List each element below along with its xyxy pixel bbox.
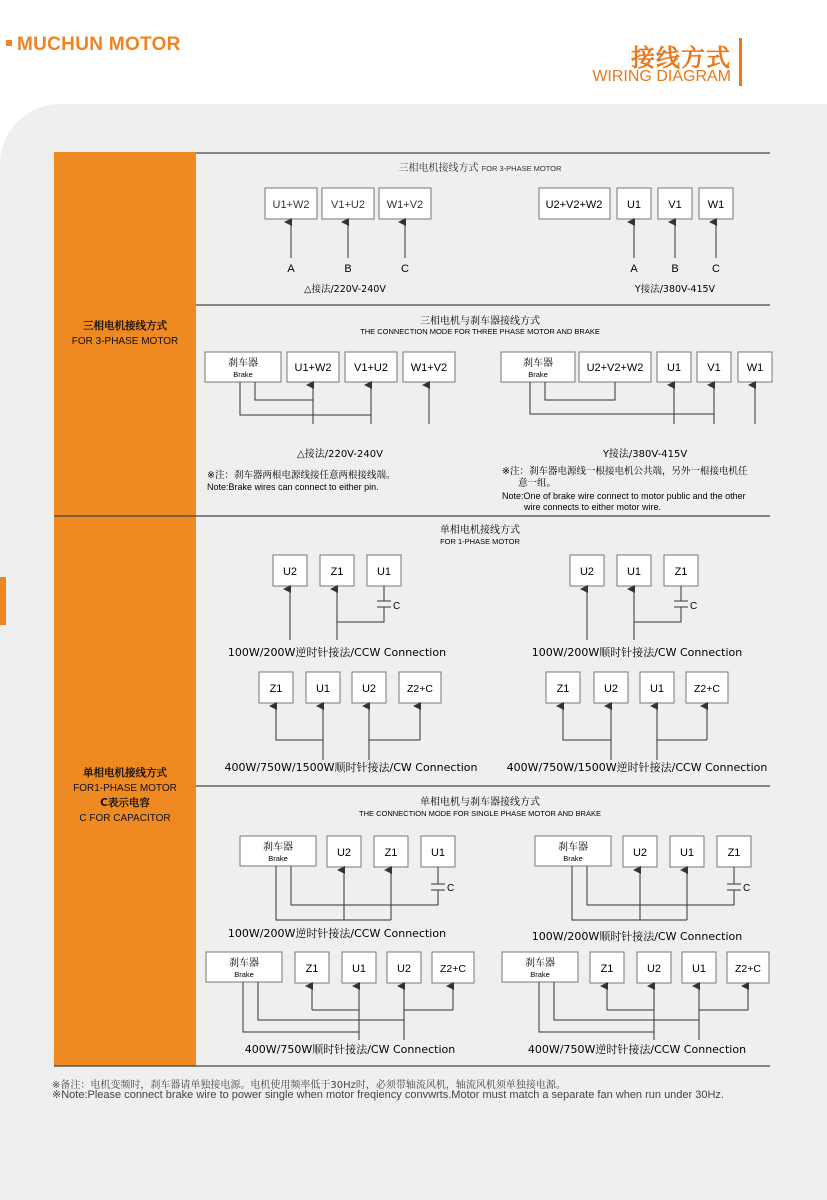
terminal-label: Z1 — [600, 963, 614, 975]
star-brake-connection — [501, 352, 772, 512]
phase-label: B — [344, 263, 352, 275]
connection-label: Y接法/380V-415V — [602, 449, 688, 460]
brake-label-en: Brake — [563, 854, 583, 863]
connection-label: 400W/750W顺时针接法/CW Connection — [244, 1043, 456, 1056]
note-en: wire connects to either motor wire. — [524, 502, 662, 512]
category-label-cn: 单相电机接线方式 — [83, 767, 167, 779]
note-cn: 意一组。 — [518, 478, 557, 489]
cw-large-brake-connection — [206, 952, 474, 1056]
footer-note-cn: ※备注：电机变频时，刹车器请单独接电源。电机使用频率低于30Hz时，必须带轴流风机，轴流风机须单独接电源。 — [52, 1080, 566, 1091]
terminal-label: U1 — [351, 963, 367, 975]
phase-label: A — [630, 263, 638, 275]
note-cn: ※注：刹车器两根电源线接任意两根接线端。 — [207, 470, 396, 481]
brake-label-cn: 刹车器 — [263, 842, 293, 853]
terminal-label: U2 — [336, 847, 352, 859]
connection-label: 100W/200W顺时针接法/CW Connection — [531, 646, 743, 659]
note-cn: ※注：刹车器电源线一根接电机公共端，另外一根接电机任 — [502, 466, 748, 477]
delta-connection — [265, 188, 431, 295]
terminal-label: Z2+C — [407, 683, 433, 695]
terminal-label: U1 — [649, 683, 665, 695]
cw-small-brake-connection — [532, 836, 751, 943]
terminal-label: Z2+C — [735, 963, 761, 975]
category-label-cn: 三相电机接线方式 — [83, 320, 167, 332]
section-title-cn: 三相电机与刹车器接线方式 — [420, 316, 540, 327]
terminal-label: U1 — [315, 683, 331, 695]
terminal-label: W1+V2 — [386, 199, 424, 211]
section-3phase-brake — [205, 314, 772, 512]
category-label-en: FOR 3-PHASE MOTOR — [71, 336, 179, 347]
terminal-label: U2 — [579, 566, 595, 578]
ccw-small-brake-connection — [228, 836, 455, 940]
phase-label: C — [712, 263, 720, 275]
terminal-label: U2 — [396, 963, 412, 975]
terminal-label: Z1 — [269, 683, 283, 695]
category-note-en: C FOR CAPACITOR — [79, 813, 171, 824]
category-note-cn: C表示电容 — [100, 797, 150, 809]
section-3phase — [265, 161, 733, 295]
section-title-en: THE CONNECTION MODE FOR THREE PHASE MOTOR AND BRAKE — [360, 327, 600, 336]
terminal-label: U1 — [376, 566, 392, 578]
section-1phase — [224, 523, 767, 774]
terminal-label: U2 — [632, 847, 648, 859]
brake-label-cn: 刹车器 — [523, 358, 553, 369]
connection-label: 100W/200W逆时针接法/CCW Connection — [227, 927, 447, 940]
note-en: Note:One of brake wire connect to motor public and the other — [502, 491, 746, 501]
terminal-label: U1 — [679, 847, 695, 859]
terminal-label: V1+U2 — [331, 199, 365, 211]
terminal-label: V1 — [668, 199, 682, 211]
terminal-label: U1 — [666, 362, 682, 374]
terminal-label: Z1 — [556, 683, 570, 695]
brake-label-en: Brake — [233, 370, 253, 379]
connection-label: 400W/750W逆时针接法/CCW Connection — [527, 1043, 747, 1056]
terminal-label: U2+V2+W2 — [586, 362, 644, 374]
connection-label: 100W/200W逆时针接法/CCW Connection — [227, 646, 447, 659]
connection-label: △接法/220V-240V — [304, 284, 386, 295]
terminal-label: W1 — [746, 362, 764, 374]
terminal-label: U1 — [430, 847, 446, 859]
footer-note-en: ※Note:Please connect brake wire to power single when motor freqiency convwrts.Motor must match a separate fan when run under 30Hz. — [52, 1089, 724, 1101]
terminal-label: Z2+C — [440, 963, 466, 975]
ccw-small-connection — [228, 555, 446, 659]
terminal-label: U1 — [626, 566, 642, 578]
brake-label-cn: 刹车器 — [228, 358, 258, 369]
terminal-label: Z2+C — [694, 683, 720, 695]
connection-label: △接法/220V-240V — [297, 449, 383, 460]
section-title-cn: 单相电机接线方式 — [440, 525, 520, 536]
terminal-label: V1 — [707, 362, 721, 374]
connection-label: 100W/200W顺时针接法/CW Connection — [531, 930, 743, 943]
ccw-large-connection — [507, 672, 768, 774]
terminal-label: U1 — [626, 199, 642, 211]
brake-label-cn: 刹车器 — [229, 958, 259, 969]
cw-large-connection — [224, 672, 477, 774]
section-title-en: FOR 1-PHASE MOTOR — [440, 537, 520, 546]
capacitor-label: C — [690, 601, 698, 612]
phase-label: A — [287, 263, 295, 275]
terminal-label: Z1 — [330, 566, 344, 578]
terminal-label: Z1 — [305, 963, 319, 975]
terminal-label: U2 — [282, 566, 298, 578]
page-title: 接线方式 — [631, 44, 731, 72]
section-title-en: THE CONNECTION MODE FOR SINGLE PHASE MOTOR AND BRAKE — [359, 809, 601, 818]
capacitor-label: C — [743, 883, 751, 894]
terminal-label: U1+W2 — [294, 362, 332, 374]
terminal-label: Z1 — [674, 566, 688, 578]
cw-small-connection — [532, 555, 742, 659]
brake-label-cn: 刹车器 — [525, 958, 555, 969]
terminal-label: U1 — [691, 963, 707, 975]
section-title-cn: 单相电机与刹车器接线方式 — [420, 797, 540, 808]
terminal-label: W1 — [707, 199, 725, 211]
delta-brake-connection — [205, 352, 455, 492]
capacitor-label: C — [393, 601, 401, 612]
brake-label-cn: 刹车器 — [558, 842, 588, 853]
category-label-en: FOR1-PHASE MOTOR — [73, 783, 177, 794]
brake-label-en: Brake — [528, 370, 548, 379]
brake-label-en: Brake — [530, 970, 550, 979]
phase-label: C — [401, 263, 409, 275]
connection-label: Y接法/380V-415V — [634, 284, 716, 295]
terminal-label: U2 — [603, 683, 619, 695]
terminal-label: Z1 — [384, 847, 398, 859]
terminal-label: U2+V2+W2 — [545, 199, 603, 211]
ccw-large-brake-connection — [502, 952, 769, 1056]
capacitor-label: C — [447, 883, 455, 894]
page-subtitle: WIRING DIAGRAM — [592, 68, 731, 85]
section-title: 三相电机接线方式 FOR 3-PHASE MOTOR — [398, 163, 562, 174]
connection-label: 400W/750W/1500W顺时针接法/CW Connection — [224, 761, 478, 774]
terminal-label: U1+W2 — [272, 199, 310, 211]
terminal-label: W1+V2 — [410, 362, 448, 374]
terminal-label: U2 — [361, 683, 377, 695]
brake-label-en: Brake — [234, 970, 254, 979]
connection-label: 400W/750W/1500W逆时针接法/CCW Connection — [506, 761, 768, 774]
terminal-label: Z1 — [727, 847, 741, 859]
terminal-label: V1+U2 — [354, 362, 388, 374]
note-en: Note:Brake wires can connect to either pin. — [207, 482, 379, 492]
section-1phase-brake — [206, 795, 769, 1056]
phase-label: B — [671, 263, 679, 275]
brake-label-en: Brake — [268, 854, 288, 863]
terminal-label: U2 — [646, 963, 662, 975]
star-connection — [539, 188, 733, 295]
brand-name: MUCHUN MOTOR — [17, 34, 181, 55]
